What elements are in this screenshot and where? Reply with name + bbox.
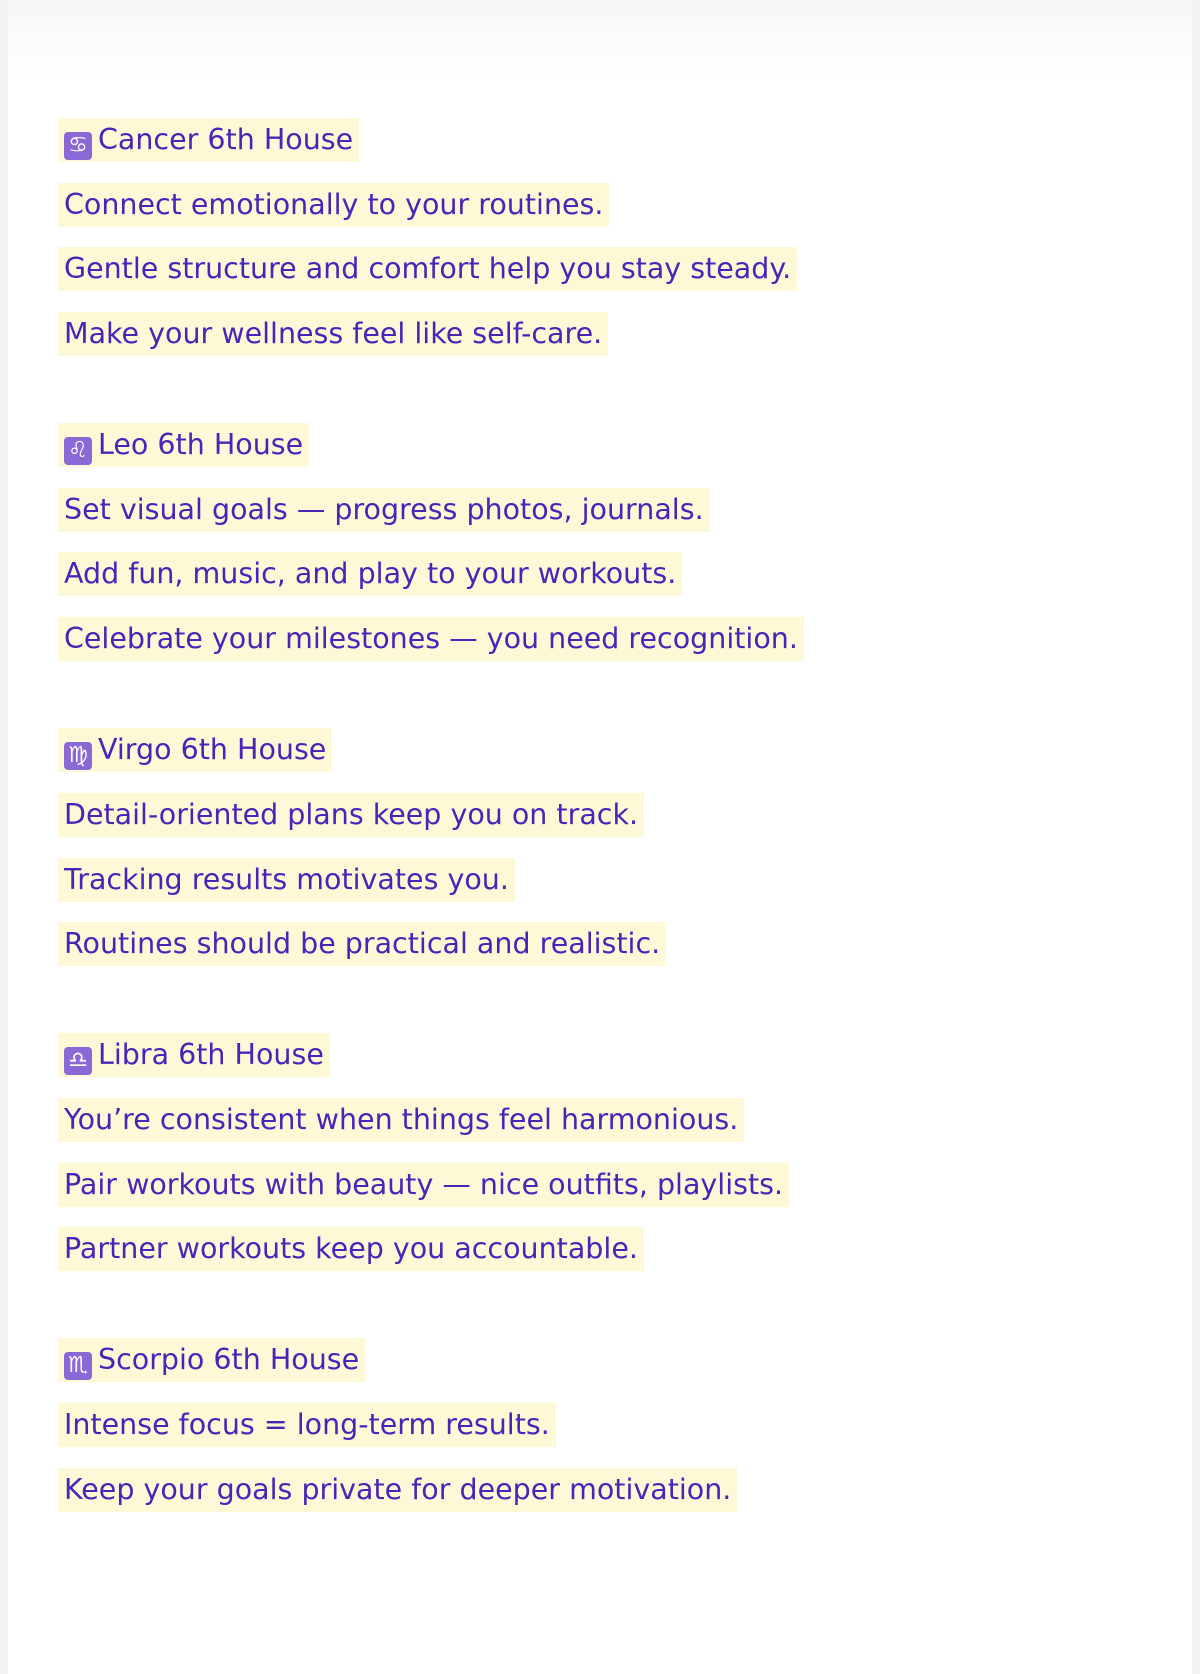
section-heading: [58, 118, 359, 162]
cancer-glyph-icon: ♋: [64, 132, 92, 160]
tip-line: You’re consistent when things feel harmonious.: [58, 1098, 744, 1142]
tip-line: Pair workouts with beauty — nice outfits, playlists.: [58, 1163, 789, 1207]
tip-line: Keep your goals private for deeper motivation.: [58, 1468, 737, 1512]
section-heading: [58, 1338, 365, 1382]
section-title: Cancer 6th House: [98, 123, 354, 156]
tip-line: Set visual goals — progress photos, journals.: [58, 488, 710, 532]
tip-line: Gentle structure and comfort help you stay steady.: [58, 247, 797, 291]
tip-line: Partner workouts keep you accountable.: [58, 1227, 644, 1271]
leo-glyph-icon: ♌: [64, 437, 92, 465]
house-section: [58, 728, 1158, 966]
scorpio-glyph-icon: ♏: [64, 1352, 92, 1380]
tip-line: Celebrate your milestones — you need recognition.: [58, 617, 804, 661]
section-title: Leo 6th House: [98, 428, 304, 462]
libra-glyph-icon: ♎: [64, 1047, 92, 1075]
section-title: Scorpio 6th House: [98, 1343, 360, 1377]
house-section: [58, 1033, 1158, 1271]
tip-line: Connect emotionally to your routines.: [58, 183, 609, 227]
virgo-glyph-icon: ♍: [64, 742, 92, 770]
tip-line: Intense focus = long-term results.: [58, 1403, 556, 1447]
house-section: [58, 1338, 1158, 1511]
tip-line: Tracking results motivates you.: [58, 858, 515, 902]
section-title: Virgo 6th House: [98, 733, 327, 767]
house-section: [58, 423, 1158, 661]
house-section: [58, 118, 1158, 356]
tip-line: Detail-oriented plans keep you on track.: [58, 793, 644, 837]
page: [8, 0, 1192, 1674]
section-heading: [58, 423, 309, 467]
section-heading: [58, 728, 332, 772]
content-column: [58, 118, 1158, 1579]
tip-line: Routines should be practical and realistic.: [58, 922, 666, 966]
tip-line: Make your wellness feel like self-care.: [58, 312, 608, 356]
top-fade: [8, 0, 1192, 80]
section-heading: [58, 1033, 330, 1077]
section-title: Libra 6th House: [98, 1038, 324, 1072]
tip-line: Add fun, music, and play to your workouts.: [58, 552, 682, 596]
